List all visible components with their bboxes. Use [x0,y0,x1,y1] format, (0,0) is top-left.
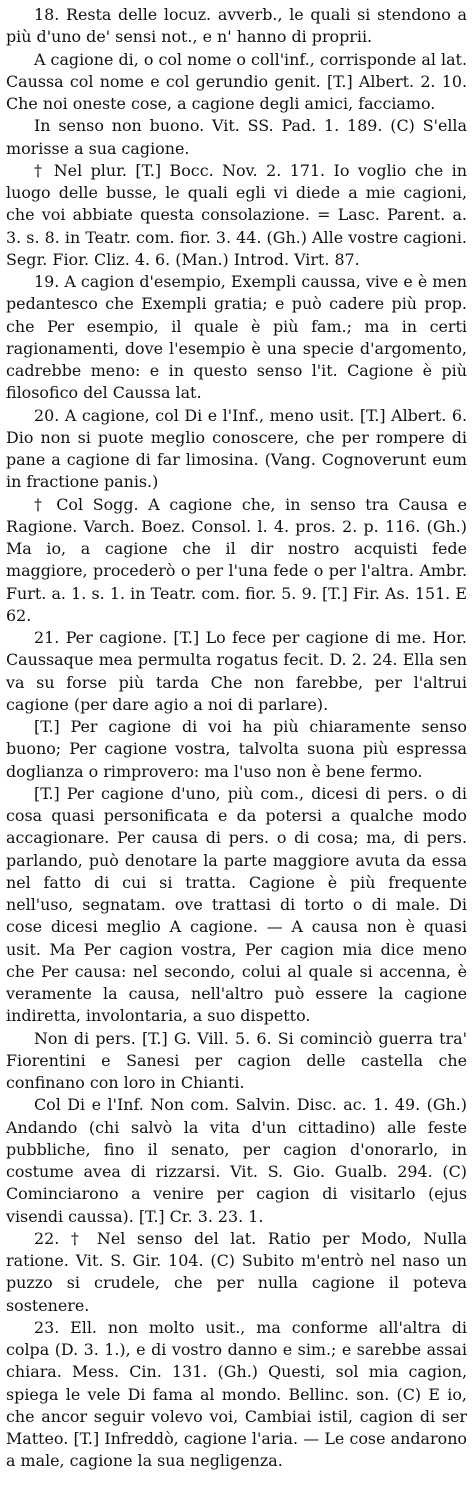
entry-non-di-pers: Non di pers. [T.] G. Vill. 5. 6. Si cominciò guerra tra' Fiorentini e Sanesi per cagion delle castella che confinano con loro in Chianti. [6,1028,467,1092]
entry-senso-non-buono: In senso non buono. Vit. SS. Pad. 1. 189. (C) S'ella morisse a sua cagione. [6,116,467,158]
entry-a-cagione-di: A cagione di, o col nome o coll'inf., corrisponde al lat. Caussa col nome e col gerundio genit. [T.] Albert. 2. 10. Che noi oneste cose, a cagione degli amici, facciamo. [6,49,467,113]
entry-per-cagione-d-uno: [T.] Per cagione d'uno, più com., dicesi di pers. o di cosa quasi personificata e da potersi a qualche modo accagionare. Per causa di pers. o di cosa; ma, di pers. parlando, può denotare la parte maggiore avuta da essa nel fatto di cui si tratta. Cagione è più frequente nell'uso, segnatam. ove trattasi di torto o di male. Di cose dicesi meglio A cagione. — A causa non è quasi usit. Ma Per cagion vostra, Per cagion mia dice meno che Per causa: nel secondo, colui al quale si accenna, è veramente la causa, nell'altro può essere la cagione indiretta, involontaria, a suo dispetto. [6,783,467,1026]
entry-23: 23. Ell. non molto usit., ma conforme all'altra di colpa (D. 3. 1.), e di vostro danno e sim.; e sarebbe assai chiara. Mess. Cin. 131. (Gh.) Questi, sol mia cagion, spiega le vele Di fama al mondo. Bellinc. son. (C) E io, che ancor seguir volevo voi, Cambiai istil, cagion di ser Matteo. [T.] Infreddò, cagione l'aria. — Le cose andarono a male, cagione la sua negligenza. [6,1317,467,1471]
entry-col-di-inf: Col Di e l'Inf. Non com. Salvin. Disc. ac. 1. 49. (Gh.) Andando (chi salvò la vita d'un cittadino) alle feste pubbliche, fino il senato, per cagion d'onorarlo, in costume avea di rizzarsi. Vit. S. Gio. Gualb. 294. (C) Cominciarono a venire per cagion di visitarlo (ejus visendi caussa). [T.] Cr. 3. 23. 1. [6,1095,467,1226]
entry-18: 18. Resta delle locuz. avverb., le quali si stendono a più d'uno de' sensi not., e n' hanno di proprii. [6,5,467,47]
entry-21: 21. Per cagione. [T.] Lo fece per cagione di me. Hor. Caussaque mea permulta rogatus fecit. D. 2. 24. Ella sen va su forse più tarda Che non farebbe, per l'altrui cagione (per dare agio a noi di parlare). [6,628,467,714]
entry-22: 22. † Nel senso del lat. Ratio per Modo, Nulla ratione. Vit. S. Gir. 104. (C) Subito m'entrò nel naso un puzzo si crudele, che per nulla cagione il poteva sostenere. [6,1228,467,1315]
entry-nel-plur: † Nel plur. [T.] Bocc. Nov. 2. 171. Io voglio che in luogo delle busse, le quali egli vi diede a mie cagioni, che voi abbiate questa consolazione. = Lasc. Parent. a. 3. s. 8. in Teatr. com. fior. 3. 44. (Gh.) Alle vostre cagioni. Segr. Fior. Cliz. 4. 6. (Man.) Introd. Virt. 87. [6,160,467,269]
entry-20: 20. A cagione, col Di e l'Inf., meno usit. [T.] Albert. 6. Dio non si puote meglio conoscere, che per rompere di pane a cagione di far limosina. (Vang. Cognoverunt eum in fractione panis.) [6,405,467,492]
entry-col-sogg: † Col Sogg. A cagione che, in senso tra Causa e Ragione. Varch. Boez. Consol. l. 4. pros. 2. p. 116. (Gh.) Ma io, a cagione che il dir nostro acquisti fede maggiore, procederò o per l'una fede o per l'altra. Ambr. Furt. a. 1. s. 1. in Teatr. com. fior. 5. 9. [T.] Fir. As. 151. E 62. [6,494,467,625]
entry-19: 19. A cagion d'esempio, Exempli caussa, vive e è men pedantesco che Exempli gratia; e può cadere più prop. che Per esempio, il quale è più fam.; ma in certi ragionamenti, dove l'esempio è una specie d'argomento, cadrebbe meno: e in questo senso l'it. Cagione è più filosofico del Caussa lat. [6,272,467,403]
entry-per-cagione-di-voi: [T.] Per cagione di voi ha più chiaramente senso buono; Per cagione vostra, talvolta suona più espressa doglianza o rimprovero: ma l'uso non è bene fermo. [6,717,467,781]
